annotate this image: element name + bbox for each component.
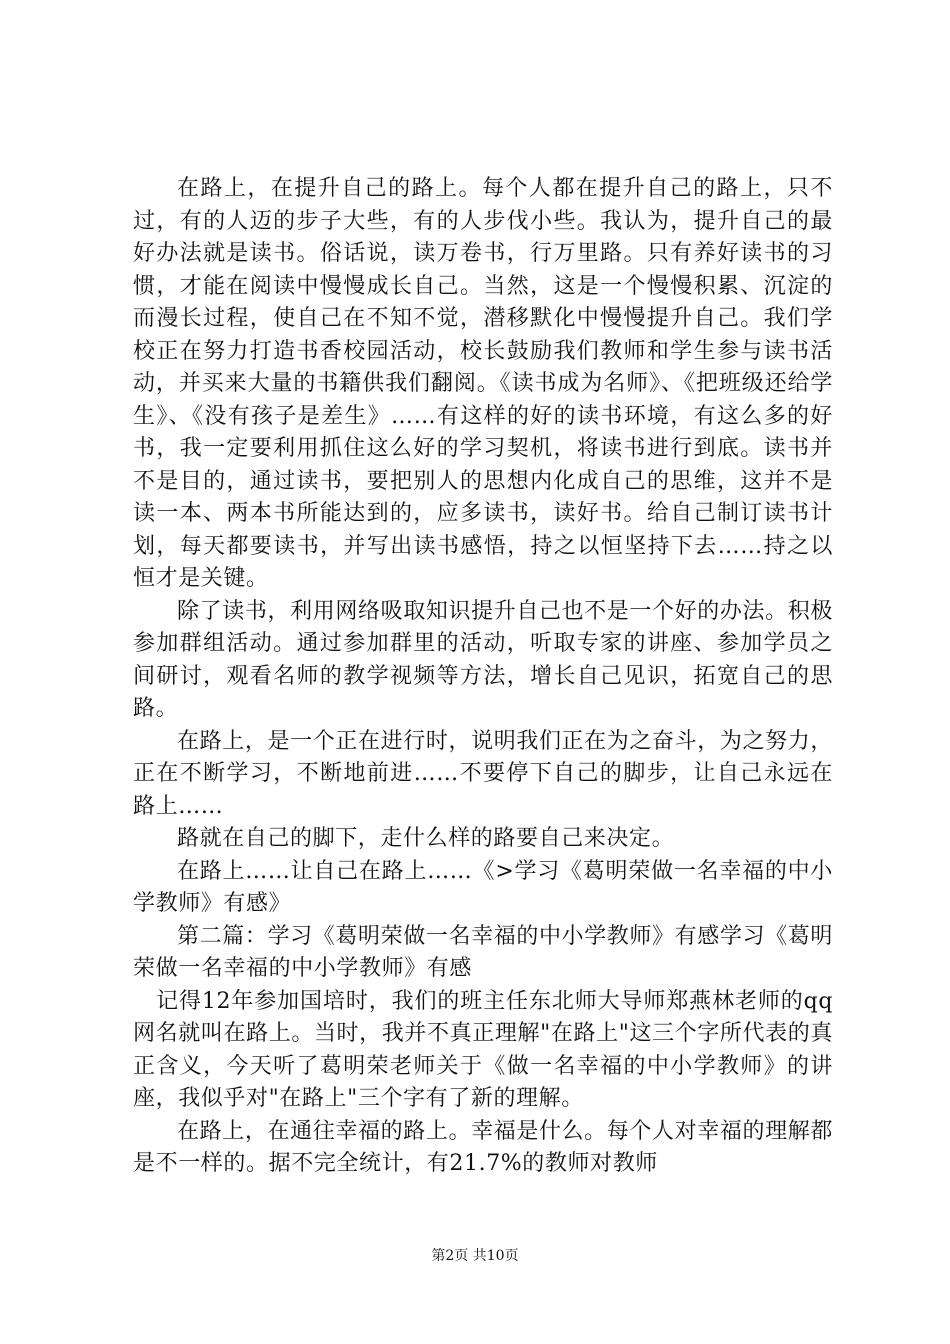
paragraph-5: 在路上……让自己在路上……《>学习《葛明荣做一名幸福的中小学教师》有感》 xyxy=(133,858,833,916)
page-footer: 第2页 共10页 xyxy=(431,1248,519,1264)
paragraph-1: 在路上，在提升自己的路上。每个人都在提升自己的路上，只不过，有的人迈的步子大些，有的人步伐小些。我认为，提升自己的最好办法就是读书。俗话说，读万卷书，行万里路。只有养好读书的习惯，才能在阅读中慢慢成长自己。当然，这是一个慢慢积累、沉淀的而漫长过程，使自己在不知不觉，潜移默化中慢慢提升自己。我们学校正在努力打造书香校园活动，校长鼓励我们教师和学生参与读书活动，并买来大量的书籍供我们翻阅。《读书成为名师》、《把班级还给学生》、《没有孩子是差生》……有这样的好的读书环境，有这么多的好书，我一定要利用抓住这么好的学习契机，将读书进行到底。读书并不是目的，通过读书，要把别人的思想内化成自己的思维，这并不是读一本、两本书所能达到的，应多读书，读好书。给自己制订读书计划，每天都要读书，并写出读书感悟，持之以恒坚持下去……持之以恒才是关键。 xyxy=(133,176,833,591)
paragraph-2: 除了读书，利用网络吸取知识提升自己也不是一个好的办法。积极参加群组活动。通过参加群里的活动，听取专家的讲座、参加学员之间研讨，观看名师的教学视频等方法，增长自己见识，拓宽自己的思路。 xyxy=(133,598,833,721)
paragraph-3: 在路上，是一个正在进行时，说明我们正在为之奋斗，为之努力，正在不断学习，不断地前进……不要停下自己的脚步，让自己永远在路上…… xyxy=(133,728,833,819)
paragraph-4: 路就在自己的脚下，走什么样的路要自己来决定。 xyxy=(177,826,675,851)
paragraph-6: 第二篇：学习《葛明荣做一名幸福的中小学教师》有感学习《葛明荣做一名幸福的中小学教师》有感 xyxy=(133,923,833,981)
paragraph-8: 在路上，在通往幸福的路上。幸福是什么。每个人对幸福的理解都是不一样的。据不完全统计，有21.7%的教师对教师 xyxy=(133,1118,833,1176)
paragraph-7: 记得12年参加国培时，我们的班主任东北师大导师郑燕林老师的qq网名就叫在路上。当时，我并不真正理解"在路上"这三个字所代表的真正含义，今天听了葛明荣老师关于《做一名幸福的中小学教师》的讲座，我似乎对"在路上"三个字有了新的理解。 xyxy=(133,988,833,1111)
document-body xyxy=(133,173,833,1181)
